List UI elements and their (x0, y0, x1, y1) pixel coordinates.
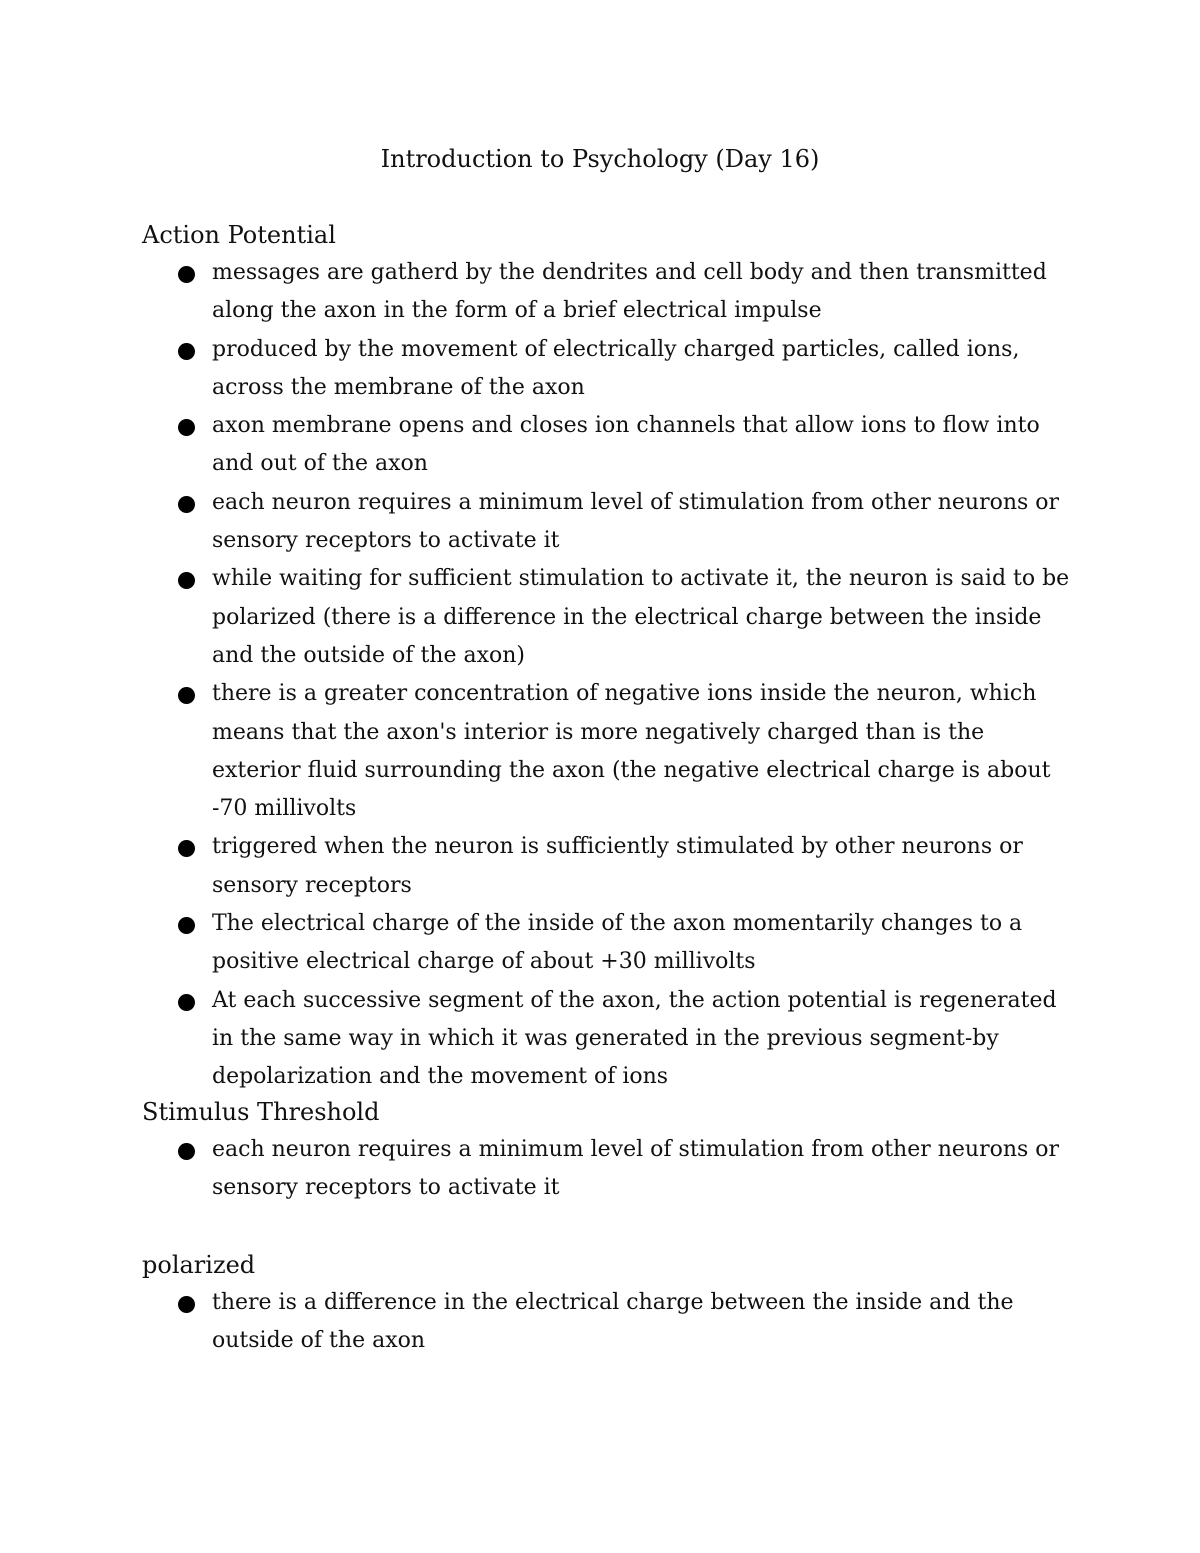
bullet-text: The electrical charge of the inside of the axon momentarily changes to a positive electrical charge of about +30 millivolts (212, 911, 1023, 975)
bullet-list (142, 254, 1072, 1097)
bullet-text: triggered when the neuron is sufficiently stimulated by other neurons or sensory receptors (212, 834, 1023, 898)
bullet-item (142, 1131, 1072, 1208)
bullet-item (142, 675, 1072, 828)
section-polarized (142, 1246, 1072, 1361)
section-heading: Action Potential (142, 221, 336, 249)
bullet-item (142, 828, 1072, 905)
bullet-dot-icon (178, 496, 195, 513)
section-action-potential (142, 216, 1072, 1097)
bullet-text: while waiting for sufficient stimulation to activate it, the neuron is said to be polarized (there is a difference in the electrical charge between the inside and the outside of the axon) (212, 566, 1070, 668)
section-stimulus-threshold (142, 1093, 1072, 1208)
bullet-item (142, 407, 1072, 484)
bullet-dot-icon (178, 572, 195, 589)
bullet-item (142, 331, 1072, 408)
bullet-text: At each successive segment of the axon, the action potential is regenerated in the same way in which it was generated in the previous segment-by depolarization and the movement of ions (212, 987, 1057, 1090)
bullet-dot-icon (178, 1296, 195, 1313)
section-heading: polarized (142, 1251, 256, 1279)
bullet-item (142, 982, 1072, 1097)
bullet-text: each neuron requires a minimum level of stimulation from other neurons or sensory receptors to activate it (212, 1137, 1060, 1201)
bullet-text: there is a greater concentration of negative ions inside the neuron, which means that the axon's interior is more negatively charged than is the exterior fluid surrounding the axon (the negative electrical charge is about -70 millivolts (212, 681, 1051, 822)
bullet-list (142, 1284, 1072, 1361)
bullet-dot-icon (178, 419, 195, 436)
bullet-dot-icon (178, 343, 195, 360)
bullet-item (142, 254, 1072, 331)
bullet-dot-icon (178, 994, 195, 1011)
bullet-dot-icon (178, 840, 195, 857)
section-heading: Stimulus Threshold (142, 1098, 380, 1126)
page-title: Introduction to Psychology (Day 16) (380, 145, 820, 173)
bullet-text: there is a difference in the electrical charge between the inside and the outside of the axon (212, 1290, 1014, 1354)
bullet-dot-icon (178, 917, 195, 934)
bullet-item (142, 1284, 1072, 1361)
bullet-text: messages are gatherd by the dendrites and cell body and then transmitted along the axon in the form of a brief electrical impulse (212, 260, 1047, 324)
bullet-item (142, 905, 1072, 982)
bullet-text: each neuron requires a minimum level of stimulation from other neurons or sensory receptors to activate it (212, 489, 1060, 554)
bullet-dot-icon (178, 266, 195, 283)
bullet-text: axon membrane opens and closes ion channels that allow ions to flow into and out of the axon (212, 413, 1040, 477)
bullet-item (142, 484, 1072, 561)
bullet-text: produced by the movement of electrically charged particles, called ions, across the membrane of the axon (212, 336, 1020, 400)
bullet-item (142, 560, 1072, 675)
bullet-dot-icon (178, 687, 195, 704)
bullet-list (142, 1131, 1072, 1208)
bullet-dot-icon (178, 1143, 195, 1160)
